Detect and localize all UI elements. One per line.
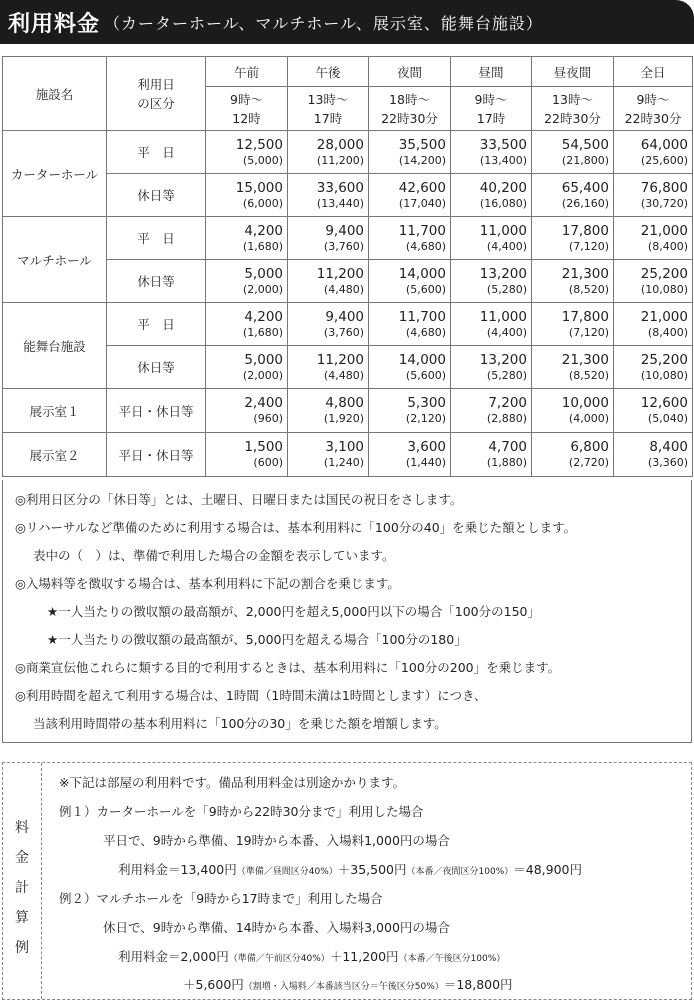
example2-calculation-cont: ＋5,600円（割増・入場料／本番該当区分＝午後区分50%）＝18,800円 bbox=[183, 977, 513, 992]
fee-cell bbox=[206, 346, 288, 389]
fee-amount: 12,600 bbox=[640, 395, 688, 411]
fee-cell bbox=[614, 174, 693, 217]
fee-prep-amount: (10,080) bbox=[640, 368, 688, 382]
fee-amount: 25,200 bbox=[640, 351, 688, 368]
fee-prep-amount: (5,600) bbox=[405, 282, 446, 296]
fee-prep-amount: (2,720) bbox=[568, 456, 609, 469]
fee-cell bbox=[288, 131, 369, 174]
fee-amount: 65,400 bbox=[561, 179, 609, 196]
note-line: ◎利用時間を超えて利用する場合は、1時間（1時間未満は1時間とします）につき、 bbox=[15, 688, 487, 703]
fee-cell bbox=[614, 389, 693, 433]
fee-cell bbox=[614, 433, 693, 477]
fee-cell bbox=[288, 303, 369, 346]
fee-prep-amount: (26,160) bbox=[561, 196, 609, 210]
fee-amount: 14,000 bbox=[398, 265, 446, 282]
fee-amount: 13,200 bbox=[479, 265, 527, 282]
fee-amount: 40,200 bbox=[479, 179, 527, 196]
fee-cell bbox=[532, 131, 614, 174]
fee-amount: 4,200 bbox=[244, 308, 283, 325]
table-row bbox=[3, 131, 693, 174]
fee-cell bbox=[288, 174, 369, 217]
fee-prep-amount: (1,680) bbox=[242, 239, 283, 253]
fee-amount: 11,000 bbox=[479, 308, 527, 325]
page-title: 利用料金 bbox=[8, 11, 101, 37]
header-facility: 施設名 bbox=[3, 57, 107, 131]
fee-amount: 11,700 bbox=[398, 222, 446, 239]
header-time: 9時〜 22時30分 bbox=[614, 87, 693, 131]
note-line: ◎入場料等を徴収する場合は、基本利用料に下記の割合を乗じます。 bbox=[15, 576, 400, 591]
divider bbox=[41, 763, 42, 999]
fee-amount: 21,000 bbox=[640, 222, 688, 239]
fee-amount: 42,600 bbox=[398, 179, 446, 196]
header-time: 9時〜 17時 bbox=[451, 87, 532, 131]
fee-prep-amount: (2,000) bbox=[242, 368, 283, 382]
fee-prep-amount: (7,120) bbox=[568, 239, 609, 253]
fee-cell bbox=[451, 217, 532, 260]
fee-cell bbox=[614, 346, 693, 389]
day-class: 平 日 bbox=[107, 217, 206, 260]
fee-cell bbox=[369, 303, 451, 346]
header-period: 昼間 bbox=[451, 57, 532, 87]
table-row bbox=[3, 303, 693, 346]
facility-name: カーターホール bbox=[3, 131, 107, 217]
fee-amount: 33,500 bbox=[479, 136, 527, 153]
fee-prep-amount: (4,680) bbox=[405, 239, 446, 253]
fee-cell bbox=[614, 217, 693, 260]
fee-amount: 21,300 bbox=[561, 265, 609, 282]
note-line: ◎商業宣伝他これらに類する目的で利用するときは、基本利用料に「100分の200」を乗じます。 bbox=[15, 660, 561, 675]
facility-name: 展示室１ bbox=[3, 389, 107, 433]
fee-prep-amount: (3,360) bbox=[647, 456, 688, 469]
fee-cell bbox=[532, 217, 614, 260]
header-period: 昼夜間 bbox=[532, 57, 614, 87]
fee-prep-amount: (5,280) bbox=[486, 368, 527, 382]
fee-table bbox=[2, 56, 693, 477]
fee-cell bbox=[369, 260, 451, 303]
example1-title: 例１）カーターホールを「9時から22時30分まで」利用した場合 bbox=[59, 804, 424, 819]
day-class: 休日等 bbox=[107, 174, 206, 217]
day-class: 休日等 bbox=[107, 260, 206, 303]
fee-amount: 21,000 bbox=[640, 308, 688, 325]
fee-amount: 25,200 bbox=[640, 265, 688, 282]
fee-prep-amount: (1,920) bbox=[323, 412, 364, 425]
fee-amount: 3,100 bbox=[325, 439, 364, 455]
page-subtitle: （カーターホール、マルチホール、展示室、能舞台施設） bbox=[104, 13, 543, 33]
fee-cell bbox=[369, 217, 451, 260]
fee-prep-amount: (16,080) bbox=[479, 196, 527, 210]
example2-calculation: 利用料金＝2,000円（準備／午前区分40%）＋11,200円（本番／午後区分100%） bbox=[118, 949, 506, 964]
fee-cell bbox=[532, 346, 614, 389]
fee-cell bbox=[206, 303, 288, 346]
example2-condition: 休日で、9時から準備、14時から本番、入場料3,000円の場合 bbox=[103, 920, 450, 935]
fee-prep-amount: (8,520) bbox=[568, 368, 609, 382]
fee-prep-amount: (2,120) bbox=[405, 412, 446, 425]
fee-cell bbox=[532, 389, 614, 433]
fee-prep-amount: (1,440) bbox=[405, 456, 446, 469]
fee-amount: 35,500 bbox=[398, 136, 446, 153]
header-period: 午前 bbox=[206, 57, 288, 87]
header-dayclass: 利用日 の区分 bbox=[107, 57, 206, 131]
fee-cell bbox=[369, 389, 451, 433]
fee-prep-amount: (14,200) bbox=[398, 153, 446, 167]
fee-prep-amount: (5,040) bbox=[647, 412, 688, 425]
fee-amount: 12,500 bbox=[235, 136, 283, 153]
table-row bbox=[3, 346, 693, 389]
fee-amount: 11,700 bbox=[398, 308, 446, 325]
note-line: 表中の（ ）は、準備で利用した場合の金額を表示しています。 bbox=[33, 548, 395, 563]
table-row bbox=[3, 389, 693, 433]
day-class: 休日等 bbox=[107, 346, 206, 389]
example2-title: 例２）マルチホールを「9時から17時まで」利用した場合 bbox=[59, 891, 383, 906]
fee-prep-amount: (8,400) bbox=[647, 239, 688, 253]
fee-prep-amount: (5,600) bbox=[405, 368, 446, 382]
fee-prep-amount: (17,040) bbox=[398, 196, 446, 210]
fee-prep-amount: (2,000) bbox=[242, 282, 283, 296]
header-time: 13時〜 17時 bbox=[288, 87, 369, 131]
note-line: ◎利用日区分の「休日等」とは、土曜日、日曜日または国民の祝日をさします。 bbox=[15, 492, 463, 507]
fee-cell bbox=[288, 346, 369, 389]
fee-cell bbox=[206, 131, 288, 174]
fee-cell bbox=[369, 433, 451, 477]
table-row bbox=[3, 433, 693, 477]
fee-cell bbox=[451, 389, 532, 433]
fee-cell bbox=[369, 131, 451, 174]
fee-amount: 5,000 bbox=[244, 265, 283, 282]
fee-amount: 2,400 bbox=[244, 395, 283, 411]
fee-cell bbox=[532, 260, 614, 303]
fee-amount: 17,800 bbox=[561, 222, 609, 239]
fee-amount: 7,200 bbox=[488, 395, 527, 411]
fee-cell bbox=[532, 174, 614, 217]
fee-amount: 3,600 bbox=[407, 439, 446, 455]
fee-cell bbox=[369, 174, 451, 217]
fee-cell bbox=[206, 389, 288, 433]
fee-cell bbox=[288, 389, 369, 433]
fee-cell bbox=[532, 433, 614, 477]
fee-amount: 14,000 bbox=[398, 351, 446, 368]
fee-prep-amount: (1,680) bbox=[242, 325, 283, 339]
fee-prep-amount: (4,400) bbox=[486, 239, 527, 253]
note-line: 当該利用時間帯の基本利用料に「100分の30」を乗じた額を増額します。 bbox=[33, 716, 447, 731]
note-line: ★一人当たりの徴収額の最高額が、5,000円を超える場合「100分の180」 bbox=[47, 632, 467, 647]
fee-cell bbox=[288, 260, 369, 303]
facility-name: 能舞台施設 bbox=[3, 303, 107, 389]
fee-cell bbox=[451, 260, 532, 303]
fee-prep-amount: (4,480) bbox=[323, 368, 364, 382]
fee-amount: 11,200 bbox=[316, 351, 364, 368]
day-class: 平 日 bbox=[107, 303, 206, 346]
fee-cell bbox=[614, 260, 693, 303]
fee-prep-amount: (30,720) bbox=[640, 196, 688, 210]
header-period: 夜間 bbox=[369, 57, 451, 87]
fee-prep-amount: (11,200) bbox=[316, 153, 364, 167]
fee-amount: 28,000 bbox=[316, 136, 364, 153]
notes-section bbox=[2, 480, 692, 743]
fee-cell bbox=[614, 131, 693, 174]
fee-amount: 5,300 bbox=[407, 395, 446, 411]
fee-prep-amount: (4,680) bbox=[405, 325, 446, 339]
note-line: ★一人当たりの徴収額の最高額が、2,000円を超え5,000円以下の場合「100分の150」 bbox=[47, 604, 540, 619]
header-time: 9時〜 12時 bbox=[206, 87, 288, 131]
fee-prep-amount: (4,000) bbox=[568, 412, 609, 425]
table-row bbox=[3, 174, 693, 217]
fee-cell bbox=[532, 303, 614, 346]
fee-amount: 13,200 bbox=[479, 351, 527, 368]
fee-amount: 11,200 bbox=[316, 265, 364, 282]
fee-prep-amount: (1,880) bbox=[486, 456, 527, 469]
fee-prep-amount: (25,600) bbox=[640, 153, 688, 167]
fee-amount: 33,600 bbox=[316, 179, 364, 196]
fee-amount: 1,500 bbox=[244, 439, 283, 455]
day-class: 平日・休日等 bbox=[107, 389, 206, 433]
header-time: 13時〜 22時30分 bbox=[532, 87, 614, 131]
fee-amount: 76,800 bbox=[640, 179, 688, 196]
fee-prep-amount: (6,000) bbox=[242, 196, 283, 210]
fee-prep-amount: (13,440) bbox=[316, 196, 364, 210]
fee-cell bbox=[451, 433, 532, 477]
fee-amount: 17,800 bbox=[561, 308, 609, 325]
table-row bbox=[3, 260, 693, 303]
page-header bbox=[0, 0, 694, 44]
fee-amount: 64,000 bbox=[640, 136, 688, 153]
fee-prep-amount: (3,760) bbox=[323, 239, 364, 253]
fee-amount: 10,000 bbox=[561, 395, 609, 411]
fee-cell bbox=[451, 131, 532, 174]
example1-calculation: 利用料金＝13,400円（準備／昼間区分40%）＋35,500円（本番／夜間区分100%）＝48,900円 bbox=[118, 862, 582, 877]
fee-prep-amount: (8,520) bbox=[568, 282, 609, 296]
table-row bbox=[3, 217, 693, 260]
fee-cell bbox=[288, 433, 369, 477]
facility-name: 展示室２ bbox=[3, 433, 107, 477]
example1-condition: 平日で、9時から準備、19時から本番、入場料1,000円の場合 bbox=[103, 833, 450, 848]
calc-side-label: 料 金 計 算 例 bbox=[15, 820, 29, 956]
fee-prep-amount: (2,880) bbox=[486, 412, 527, 425]
fee-prep-amount: (21,800) bbox=[561, 153, 609, 167]
fee-amount: 5,000 bbox=[244, 351, 283, 368]
fee-prep-amount: (960) bbox=[253, 412, 283, 425]
fee-amount: 9,400 bbox=[325, 222, 364, 239]
fee-cell bbox=[451, 303, 532, 346]
fee-cell bbox=[206, 433, 288, 477]
fee-prep-amount: (4,480) bbox=[323, 282, 364, 296]
fee-amount: 9,400 bbox=[325, 308, 364, 325]
fee-prep-amount: (7,120) bbox=[568, 325, 609, 339]
facility-name: マルチホール bbox=[3, 217, 107, 303]
fee-amount: 21,300 bbox=[561, 351, 609, 368]
fee-cell bbox=[451, 174, 532, 217]
fee-cell bbox=[614, 303, 693, 346]
fee-prep-amount: (10,080) bbox=[640, 282, 688, 296]
fee-prep-amount: (5,280) bbox=[486, 282, 527, 296]
fee-amount: 4,700 bbox=[488, 439, 527, 455]
header-time: 18時〜 22時30分 bbox=[369, 87, 451, 131]
fee-prep-amount: (1,240) bbox=[323, 456, 364, 469]
fee-cell bbox=[206, 174, 288, 217]
fee-amount: 4,800 bbox=[325, 395, 364, 411]
fee-amount: 11,000 bbox=[479, 222, 527, 239]
fee-amount: 4,200 bbox=[244, 222, 283, 239]
fee-cell bbox=[206, 217, 288, 260]
fee-amount: 54,500 bbox=[561, 136, 609, 153]
day-class: 平 日 bbox=[107, 131, 206, 174]
fee-cell bbox=[206, 260, 288, 303]
fee-prep-amount: (8,400) bbox=[647, 325, 688, 339]
fee-amount: 15,000 bbox=[235, 179, 283, 196]
day-class: 平日・休日等 bbox=[107, 433, 206, 477]
fee-prep-amount: (600) bbox=[253, 456, 283, 469]
note-line: ◎リハーサルなど準備のために利用する場合は、基本利用料に「100分の40」を乗じた額とします。 bbox=[15, 520, 577, 535]
fee-cell bbox=[288, 217, 369, 260]
fee-prep-amount: (3,760) bbox=[323, 325, 364, 339]
fee-amount: 8,400 bbox=[649, 439, 688, 455]
fee-cell bbox=[451, 346, 532, 389]
fee-prep-amount: (4,400) bbox=[486, 325, 527, 339]
fee-amount: 6,800 bbox=[570, 439, 609, 455]
calculation-examples bbox=[2, 762, 692, 1000]
fee-cell bbox=[369, 346, 451, 389]
calc-intro: ※下記は部屋の利用料です。備品利用料金は別途かかります。 bbox=[59, 775, 405, 790]
header-period: 全日 bbox=[614, 57, 693, 87]
header-period: 午後 bbox=[288, 57, 369, 87]
fee-prep-amount: (13,400) bbox=[479, 153, 527, 167]
fee-prep-amount: (5,000) bbox=[242, 153, 283, 167]
